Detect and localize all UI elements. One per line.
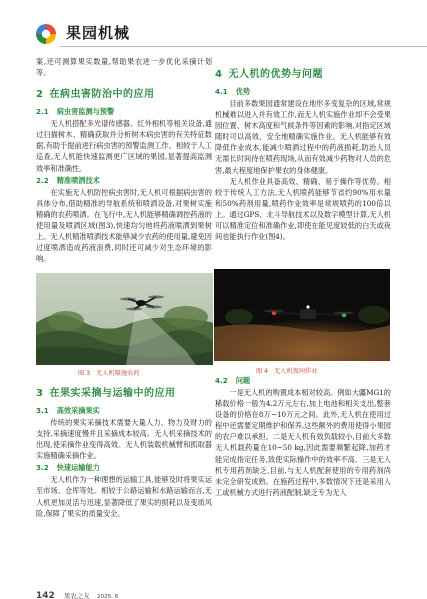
figure-4-caption: 图 4 无人机夜间作业 — [256, 368, 318, 375]
left-column-top — [36, 56, 212, 264]
section-2-2-heading: 2.2 精准喷洒技术 — [36, 175, 100, 185]
section-3-2-heading: 3.2 快速运输能力 — [36, 463, 100, 473]
left-column-bottom — [36, 377, 212, 519]
journal-name: 果农之友 — [63, 592, 90, 599]
section-4-2-paragraph: 一是无人机的购置成本相对较高。例如大疆MG1的稀载价格一般为4.2万元左右,加上电池和相关支出,整套设备的价格在8万~10万元之间。此外,无人机在使用过程中还需要定期维护和保养,这些额外的费用使得小果园的农户难以承担。二是无人机有效负载较小,目前大多数无人机载药量在10~50 kg,因此需要频繁起降,加药才能完成指定任务,致使实际操作中的效率不高。三是无人机专用药剂缺乏,目前,与无人机配套使用的专用药剂尚未完全研发成熟。在施药过程中,多数情况下还是采用人工或机械方式进行药液配制,缺乏专为无人 — [215, 388, 391, 497]
column-title: 果园机械 — [66, 24, 131, 42]
section-3-1-heading: 3.1 高效采摘果实 — [36, 406, 100, 415]
figure-3-image — [36, 273, 213, 365]
figure-3-caption: 图 3 无人机喷施农药 — [78, 370, 140, 377]
section-3-1-paragraph: 传统的果实采摘技术需要大量人力、物力及财力的支持,采摘速度慢并且采摘成本较高。无人机采摘技术的出现,使采摘作业变得高效。无人机装载机械臂和抓取器实施精确采摘作业。 — [36, 418, 212, 461]
journal-issue: 2025. 6 — [96, 594, 119, 599]
section-4-1-heading: 4.1 优势 — [215, 87, 251, 96]
journal-logo — [36, 24, 56, 44]
page-number: 142 — [36, 591, 55, 599]
intro-paragraph: 案,还可测算果实数量,帮助果农进一步优化采摘计划等。 — [36, 57, 212, 78]
section-4-1-paragraph-1: 目前多数果园通常建设在地形多变复杂的区域,常规机械难以进入并有效工作,而无人机实施作业却不会受果园位置、树木高度和气候条件等因素的影响,对指定区域随时可以高效、安全地精确实施作业。无人机能够有效降低作业成本,能减少喷洒过程中的药液损耗,防治人员无需长时间待在喷药现场,从而有效减少药物对人员的危害,最大程度地保护果农的身体健康。 — [215, 99, 391, 175]
header-rule — [60, 46, 427, 47]
right-column-top — [215, 68, 391, 242]
section-3-2-paragraph: 无人机作为一种理想的运输工具,能够及时将果实运至市场、仓库等处。相较于公路运输和水路运输而言,无人机更加灵活与迅速,显著降低了果实的损耗以及变质风险,保障了果实的质量安全。 — [36, 475, 212, 518]
figure-4-image — [214, 269, 390, 361]
section-2-1-heading: 2.1 病虫害监测与预警 — [36, 107, 115, 117]
right-column-bottom — [215, 374, 391, 498]
section-4-2-heading: 4.2 问题 — [215, 376, 251, 385]
section-2-1-paragraph: 无人机搭配多光谱传感器、红外相机等相关设备,通过扫描树木、精确获取并分析树木病虫害的有关特征数据,有助于提前进行病虫害的预警监测工作。相较于人工巡查,无人机能快速监测更广区域的果园,显著提高监测效率和准确性。 — [36, 119, 212, 173]
section-2-2-paragraph: 在实施无人机防控病虫害时,无人机可根据病虫害的具体分布,借助精准的导航系统和喷洒设备,对果树实施精确的农药喷洒。在飞行中,无人机能够精确调控药液的使用量及喷洒区域(图3),快速均匀地将药液喷洒到果树上。无人机精准喷洒技术能够减少农药的使用量,避免因过度喷洒造成药液浪费,同时还可减少对生态环境的影响。 — [36, 187, 212, 264]
page-header — [0, 0, 427, 52]
section-4-heading: 4 无人机的优势与问题 — [215, 69, 323, 80]
section-4-1-paragraph-2: 无人机作业具备高效、精确、易于操作等优势。相较于传统人工方法,无人机喷药能够节省约90%用水量和50%药剂用量,喷药作业效率是常规喷药的100倍以上。通过GPS、北斗导航技术以及数字模型计算,无人机可以精准定位和准确作业,即使在能见度较低的白天或夜间也能执行作业(图4)。 — [215, 176, 391, 242]
section-2-heading: 2 在病虫害防治中的应用 — [36, 89, 155, 101]
page-footer — [36, 583, 118, 599]
section-3-heading: 3 在果实采摘与运输中的应用 — [36, 388, 176, 399]
